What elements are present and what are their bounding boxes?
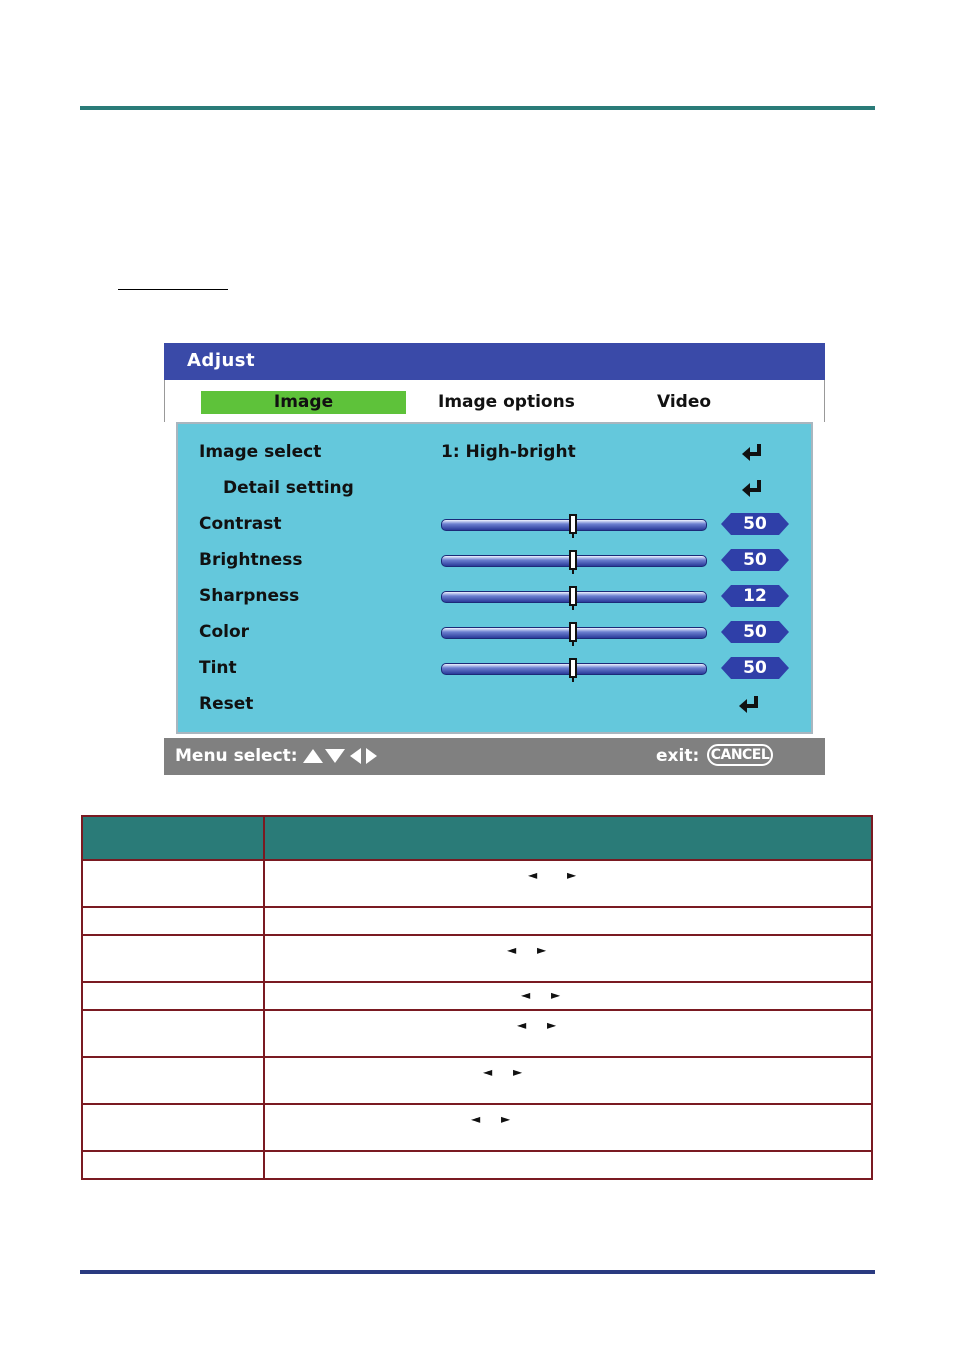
row-contrast[interactable] [178, 510, 811, 540]
table-cell [264, 1057, 872, 1104]
table-header-cell [264, 816, 872, 860]
row-label: Tint [199, 658, 237, 678]
value-badge [721, 621, 789, 643]
table-cell [82, 1010, 264, 1057]
enter-icon[interactable] [741, 442, 765, 462]
osd-panel [176, 422, 813, 734]
slider-thumb[interactable] [569, 586, 577, 606]
tab-image-options[interactable]: Image options [438, 392, 575, 412]
table-header-row [82, 816, 872, 860]
right-arrow-icon: ► [513, 1065, 523, 1079]
tab-image[interactable]: Image [201, 391, 406, 414]
brightness-slider[interactable] [441, 555, 707, 567]
value-badge [721, 585, 789, 607]
left-arrow-icon: ◄ [507, 943, 517, 957]
row-label: Image select [199, 442, 322, 462]
table-row [82, 1010, 872, 1057]
row-label: Sharpness [199, 586, 300, 606]
right-arrow-icon: ► [547, 1018, 557, 1032]
right-arrow-icon: ► [567, 868, 577, 882]
contrast-slider[interactable] [441, 519, 707, 531]
table-row [82, 860, 872, 907]
tint-slider[interactable] [441, 663, 707, 675]
value-text: 50 [743, 658, 767, 678]
table-row [82, 1104, 872, 1151]
table-row [82, 1151, 872, 1179]
table-cell [264, 907, 872, 935]
slider-thumb[interactable] [569, 514, 577, 534]
table-header-cell [82, 816, 264, 860]
right-arrow-icon: ► [551, 988, 561, 1002]
navigation-arrows-icon [303, 747, 379, 765]
value-text: 50 [743, 622, 767, 642]
value-badge [721, 549, 789, 571]
bottom-rule [80, 1270, 875, 1274]
table-cell [264, 935, 872, 982]
left-arrow-icon: ◄ [517, 1018, 527, 1032]
left-arrow-icon: ◄ [471, 1112, 481, 1126]
table-cell [264, 1151, 872, 1179]
table-cell [264, 1104, 872, 1151]
table-cell [82, 907, 264, 935]
osd-footer [164, 738, 825, 775]
value-text: 50 [743, 550, 767, 570]
value-text: 50 [743, 514, 767, 534]
left-arrow-icon: ◄ [521, 988, 531, 1002]
heading-underline [118, 289, 228, 290]
table-cell [82, 982, 264, 1010]
value-text: 12 [743, 586, 767, 606]
row-detail-setting[interactable] [178, 474, 811, 504]
osd-tabs [164, 380, 825, 422]
row-label: Contrast [199, 514, 282, 534]
table-cell [264, 982, 872, 1010]
row-label: Color [199, 622, 250, 642]
osd-menu [164, 343, 825, 775]
osd-title: Adjust [187, 350, 256, 371]
top-rule [80, 106, 875, 110]
slider-thumb[interactable] [569, 622, 577, 642]
row-value: 1: High-bright [441, 442, 576, 462]
row-label: Detail setting [223, 478, 354, 498]
exit-label: exit: [656, 746, 700, 766]
row-brightness[interactable] [178, 546, 811, 576]
slider-thumb-stem [572, 605, 574, 610]
table-cell [82, 935, 264, 982]
cancel-button[interactable]: CANCEL [707, 744, 773, 766]
table-row [82, 907, 872, 935]
slider-thumb[interactable] [569, 550, 577, 570]
table-cell [264, 860, 872, 907]
left-arrow-icon: ◄ [528, 868, 538, 882]
row-color[interactable] [178, 618, 811, 648]
color-slider[interactable] [441, 627, 707, 639]
table-row [82, 982, 872, 1010]
value-badge [721, 513, 789, 535]
row-label: Reset [199, 694, 254, 714]
menu-select-label: Menu select: [175, 746, 298, 766]
table-cell [82, 1057, 264, 1104]
osd-title-bar [164, 343, 825, 380]
enter-icon[interactable] [738, 694, 762, 714]
table-row [82, 935, 872, 982]
description-table [81, 815, 873, 1180]
row-sharpness[interactable] [178, 582, 811, 612]
table-row [82, 1057, 872, 1104]
sharpness-slider[interactable] [441, 591, 707, 603]
row-reset[interactable] [178, 690, 811, 720]
row-image-select[interactable] [178, 438, 811, 468]
row-tint[interactable] [178, 654, 811, 684]
slider-thumb-stem [572, 677, 574, 682]
table-cell [82, 1104, 264, 1151]
enter-icon[interactable] [741, 478, 765, 498]
right-arrow-icon: ► [537, 943, 547, 957]
slider-thumb-stem [572, 533, 574, 538]
slider-thumb-stem [572, 569, 574, 574]
table-cell [82, 1151, 264, 1179]
left-arrow-icon: ◄ [483, 1065, 493, 1079]
table-cell [264, 1010, 872, 1057]
right-arrow-icon: ► [501, 1112, 511, 1126]
value-badge [721, 657, 789, 679]
row-label: Brightness [199, 550, 303, 570]
slider-thumb-stem [572, 641, 574, 646]
tab-video[interactable]: Video [657, 392, 712, 412]
table-cell [82, 860, 264, 907]
slider-thumb[interactable] [569, 658, 577, 678]
